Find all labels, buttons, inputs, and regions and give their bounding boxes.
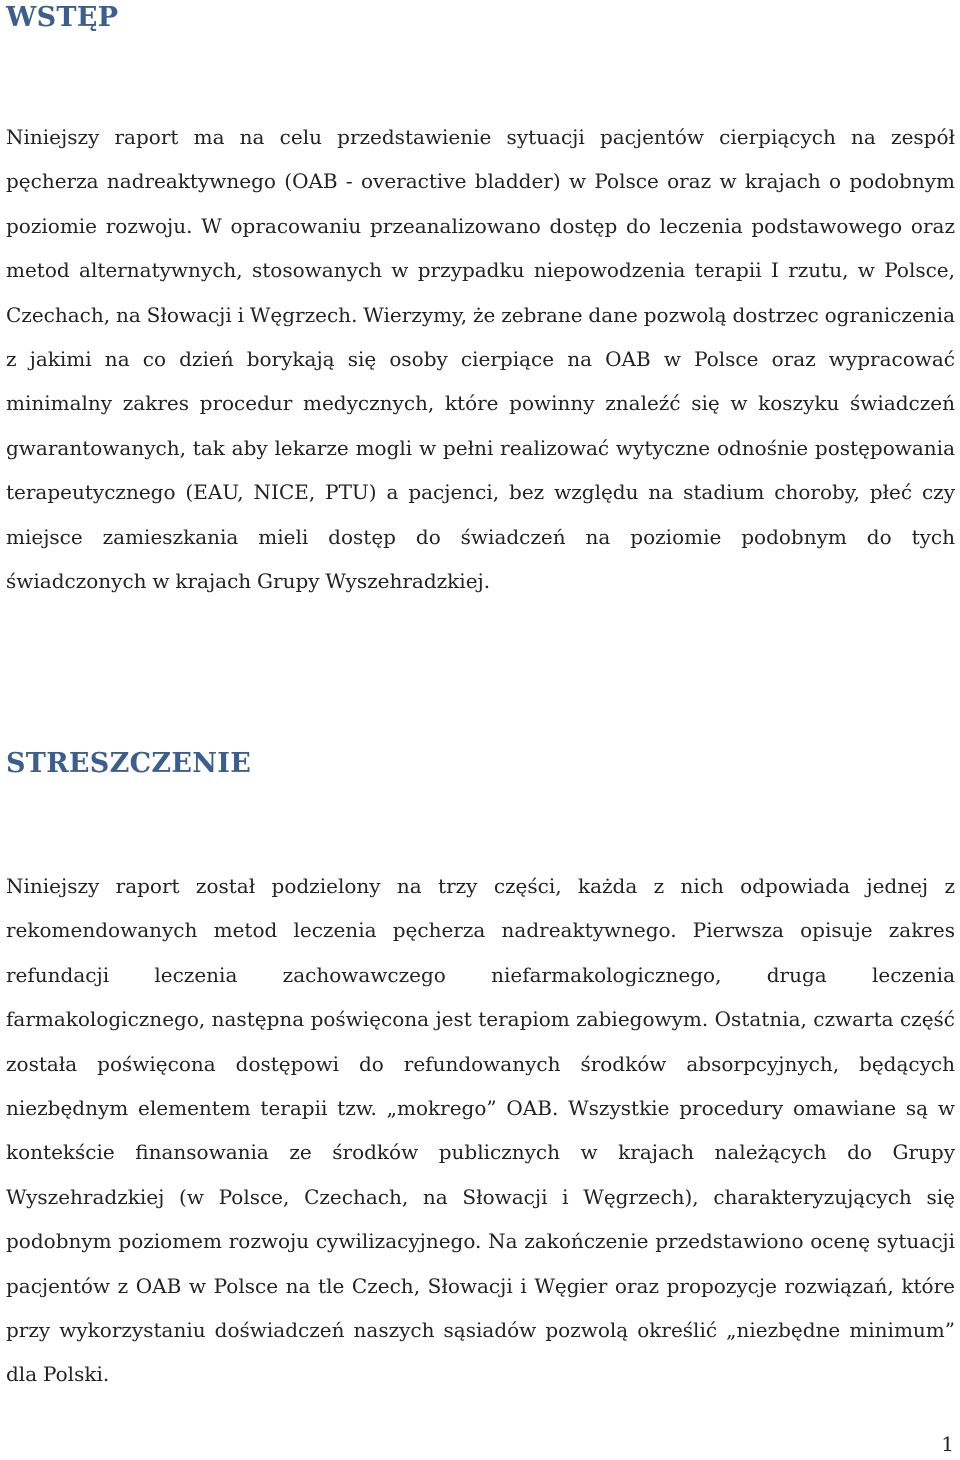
section-paragraph-streszczenie: Niniejszy raport został podzielony na trzy części, każda z nich odpowiada jednej z rekomendowanych metod leczenia pęcherza nadreaktywnego. Pierwsza opisuje zakres refundacji leczenia zachowawczego niefarmakologicznego, druga leczenia farmakologicznego, następna poświęcona jest terapiom zabiegowym. Ostatnia, czwarta część została poświęcona dostępowi do refundowanych środków absorpcyjnych, będących niezbędnym elementem terapii tzw. „mokrego” OAB. Wszystkie procedury omawiane są w kontekście finansowania ze środków publicznych w krajach należących do Grupy Wyszehradzkiej (w Polsce, Czechach, na Słowacji i Węgrzech), charakteryzujących się podobnym poziomem rozwoju cywilizacyjnego. Na zakończenie przedstawiono ocenę sytuacji pacjentów z OAB w Polsce na tle Czech, Słowacji i Węgier oraz propozycje rozwiązań, które przy wykorzystaniu doświadczeń naszych sąsiadów pozwolą określić „niezbędne minimum” dla Polski.	[6, 874, 955, 1387]
section-heading-streszczenie: STRESZCZENIE	[6, 748, 252, 779]
section-paragraph-wstep: Niniejszy raport ma na celu przedstawienie sytuacji pacjentów cierpiących na zespół pęcherza nadreaktywnego (OAB - overactive bladder) w Polsce oraz w krajach o podobnym poziomie rozwoju. W opracowaniu przeanalizowano dostęp do leczenia podstawowego oraz metod alternatywnych, stosowanych w przypadku niepowodzenia terapii I rzutu, w Polsce, Czechach, na Słowacji i Węgrzech. Wierzymy, że zebrane dane pozwolą dostrzec ograniczenia z jakimi na co dzień borykają się osoby cierpiące na OAB w Polsce oraz wypracować minimalny zakres procedur medycznych, które powinny znaleźć się w koszyku świadczeń gwarantowanych, tak aby lekarze mogli w pełni realizować wytyczne odnośnie postępowania terapeutycznego (EAU, NICE, PTU) a pacjenci, bez względu na stadium choroby, płeć czy miejsce zamieszkania mieli dostęp do świadczeń na poziomie podobnym do tych świadczonych w krajach Grupy Wyszehradzkiej.	[6, 125, 955, 594]
page-number: 1	[941, 1432, 954, 1456]
section-heading-wstep: WSTĘP	[6, 2, 119, 33]
